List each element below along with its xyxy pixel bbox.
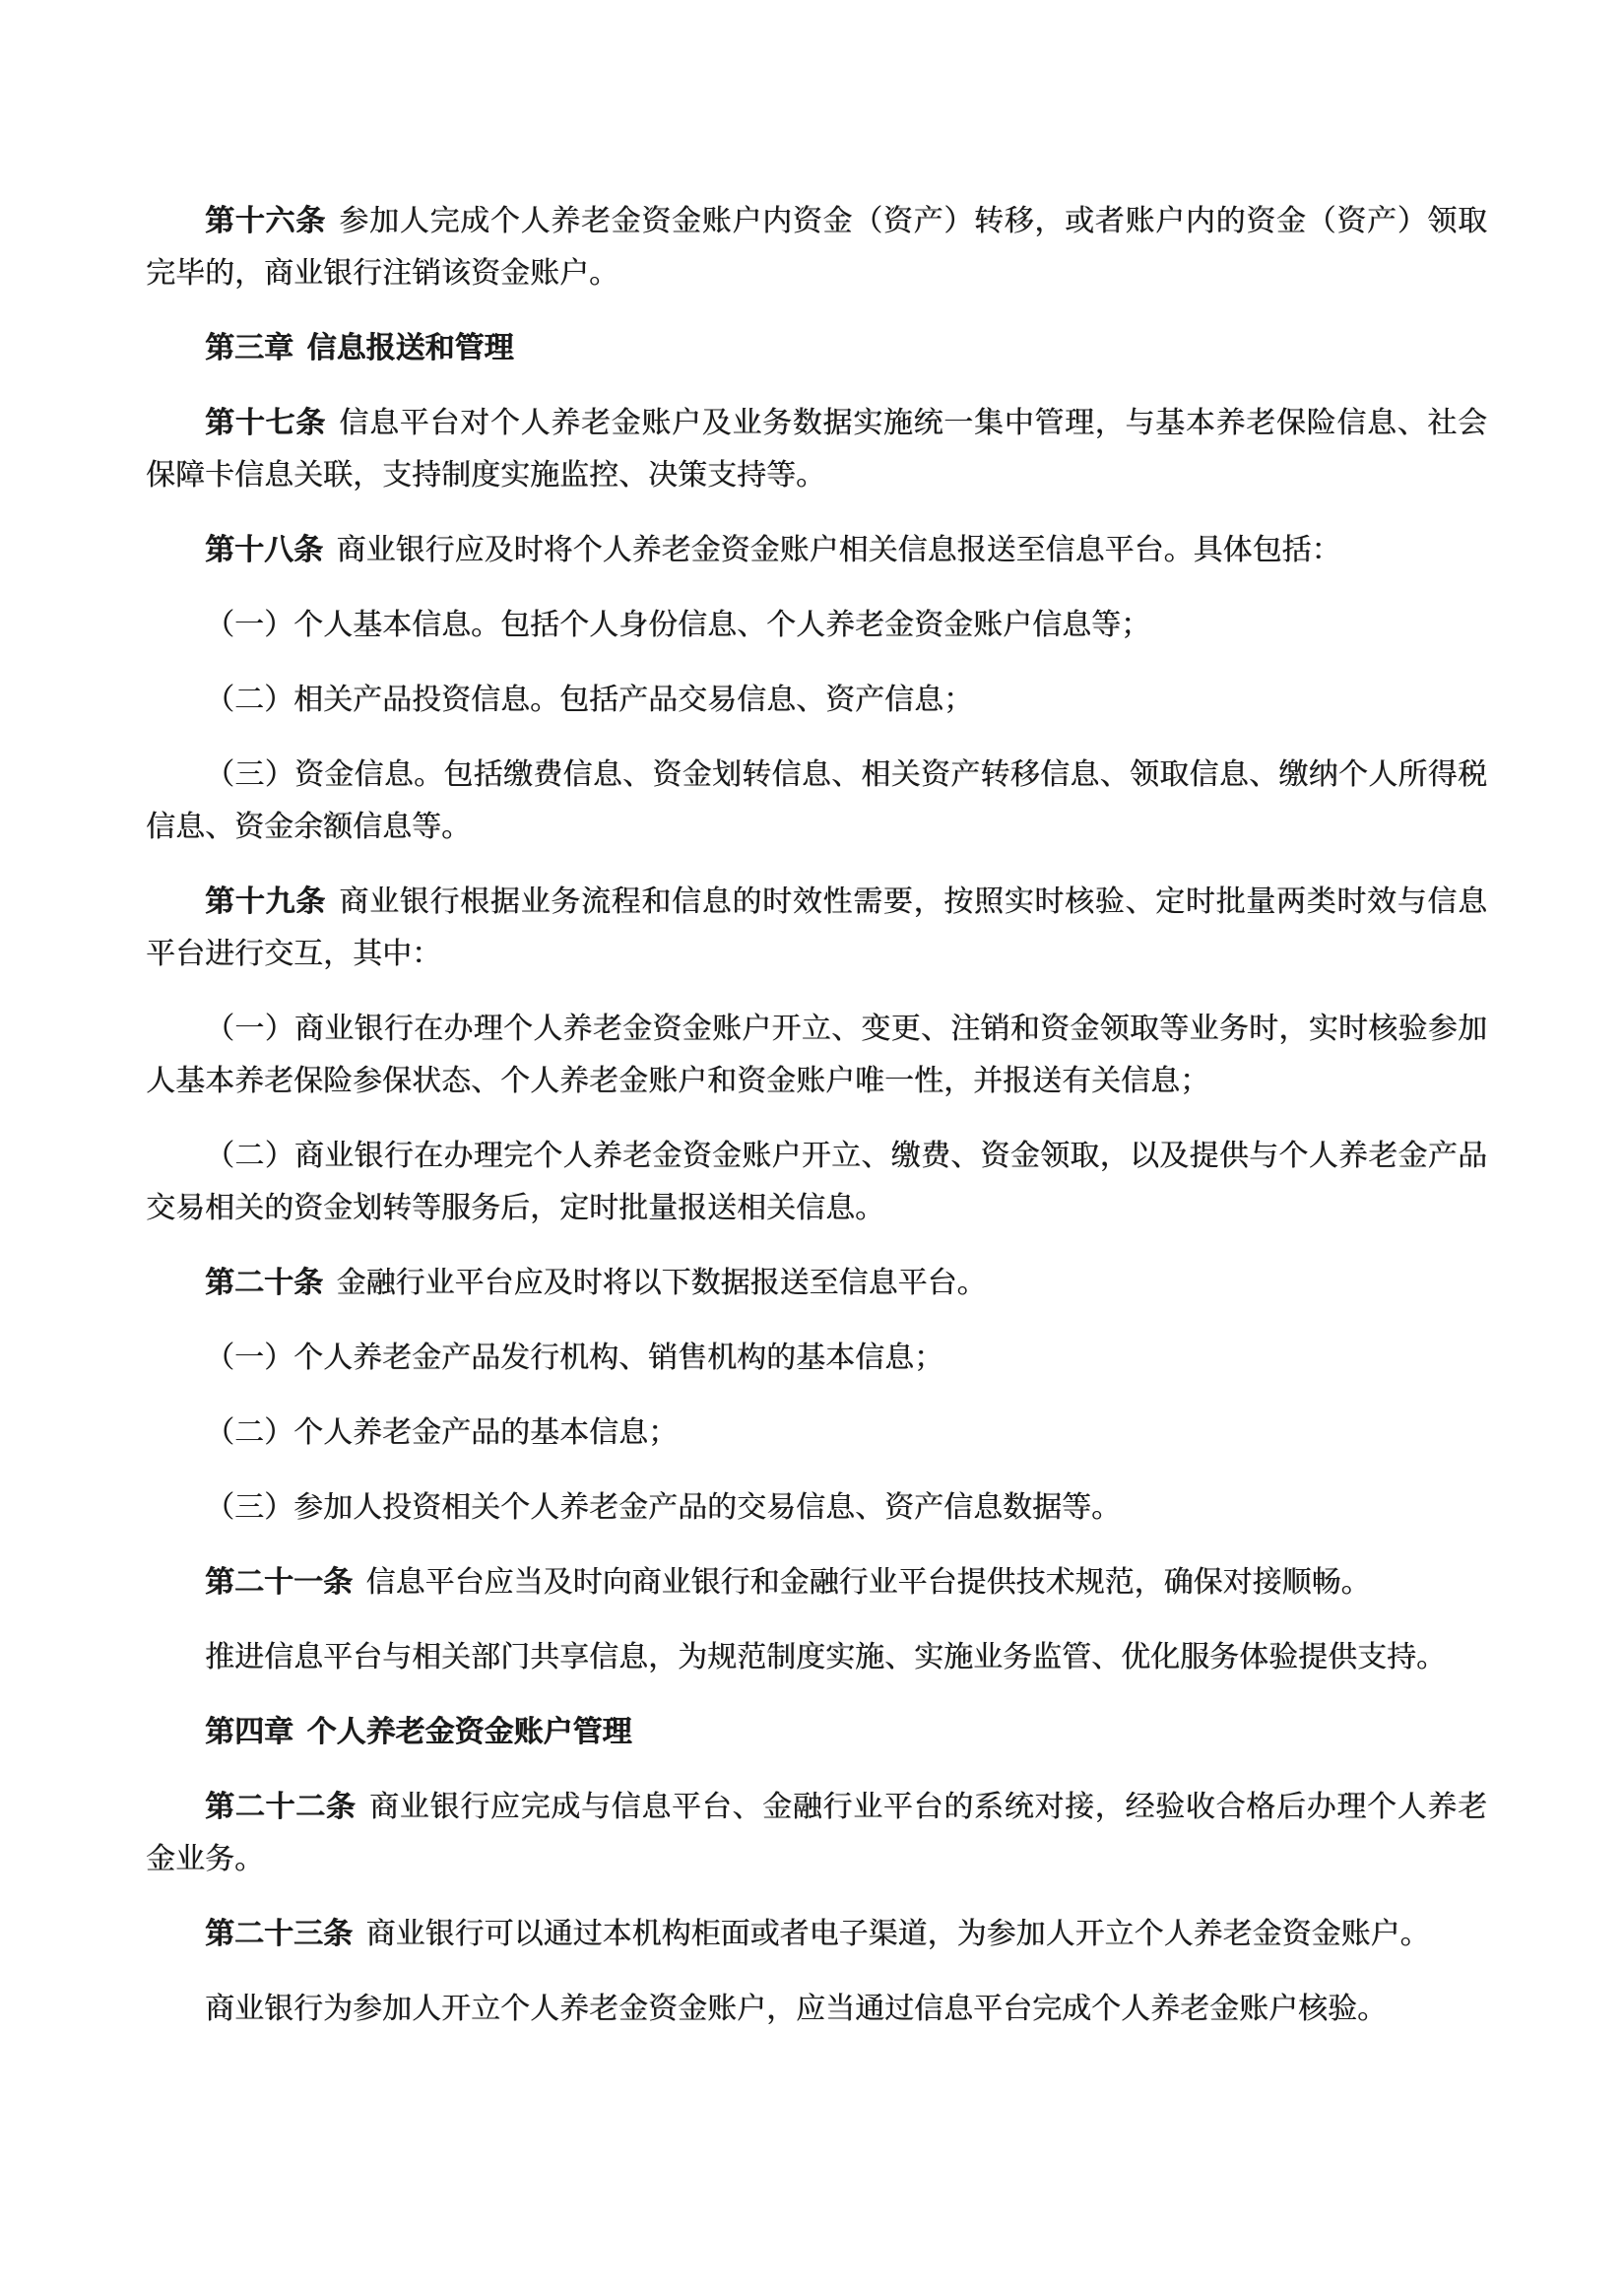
chapter-4-heading <box>146 1706 1487 1758</box>
article-21-text: 信息平台应当及时向商业银行和金融行业平台提供技术规范，确保对接顺畅。 <box>365 1565 1371 1600</box>
article-20-text: 金融行业平台应及时将以下数据报送至信息平台。 <box>336 1266 987 1300</box>
article-19-number: 第十九条 <box>205 885 326 919</box>
document-content <box>146 195 1487 2058</box>
article-19-paragraph <box>146 876 1487 980</box>
article-21-paragraph-2: 推进信息平台与相关部门共享信息，为规范制度实施、实施业务监管、优化服务体验提供支持。 <box>205 1640 1446 1674</box>
chapter-4-number: 第四章 <box>205 1715 293 1749</box>
article-17-number: 第十七条 <box>205 406 326 440</box>
chapter-3-title: 信息报送和管理 <box>306 331 514 365</box>
article-19-text: 商业银行根据业务流程和信息的时效性需要，按照实时核验、定时批量两类时效与信息平台进行交互，其中： <box>146 885 1487 971</box>
article-20-item-1: （一）个人养老金产品发行机构、销售机构的基本信息； <box>205 1341 943 1375</box>
article-16-paragraph <box>146 195 1487 299</box>
article-20-paragraph <box>146 1257 1487 1309</box>
article-23-number: 第二十三条 <box>205 1917 353 1951</box>
article-21-paragraph <box>146 1556 1487 1608</box>
article-19-item-1: （一）商业银行在办理个人养老金资金账户开立、变更、注销和资金领取等业务时，实时核验参加人基本养老保险参保状态、个人养老金账户和资金账户唯一性，并报送有关信息； <box>146 1012 1487 1098</box>
article-23-text: 商业银行可以通过本机构柜面或者电子渠道，为参加人开立个人养老金资金账户。 <box>365 1917 1430 1951</box>
article-23-paragraph <box>146 1908 1487 1960</box>
article-17-paragraph <box>146 397 1487 501</box>
article-20-number: 第二十条 <box>205 1266 323 1300</box>
article-19-item-2: （二）商业银行在办理完个人养老金资金账户开立、缴费、资金领取，以及提供与个人养老金产品交易相关的资金划转等服务后，定时批量报送相关信息。 <box>146 1139 1487 1225</box>
article-18-item-3: （三）资金信息。包括缴费信息、资金划转信息、相关资产转移信息、领取信息、缴纳个人所得税信息、资金余额信息等。 <box>146 757 1487 844</box>
chapter-4-title: 个人养老金资金账户管理 <box>306 1715 632 1749</box>
article-18-text: 商业银行应及时将个人养老金资金账户相关信息报送至信息平台。具体包括： <box>336 533 1341 567</box>
chapter-3-number: 第三章 <box>205 331 293 365</box>
article-21-number: 第二十一条 <box>205 1565 353 1600</box>
article-16-text: 参加人完成个人养老金资金账户内资金（资产）转移，或者账户内的资金（资产）领取完毕的，商业银行注销该资金账户。 <box>146 204 1487 291</box>
article-23-paragraph-2: 商业银行为参加人开立个人养老金资金账户，应当通过信息平台完成个人养老金账户核验。 <box>205 1992 1387 2026</box>
article-16-number: 第十六条 <box>205 204 326 238</box>
article-20-item-3: （三）参加人投资相关个人养老金产品的交易信息、资产信息数据等。 <box>205 1490 1121 1525</box>
chapter-3-heading <box>146 322 1487 374</box>
article-22-paragraph <box>146 1781 1487 1885</box>
article-18-paragraph <box>146 524 1487 576</box>
article-18-number: 第十八条 <box>205 533 323 567</box>
article-18-item-1: （一）个人基本信息。包括个人身份信息、个人养老金资金账户信息等； <box>205 608 1150 642</box>
article-22-number: 第二十二条 <box>205 1790 357 1824</box>
article-17-text: 信息平台对个人养老金账户及业务数据实施统一集中管理，与基本养老保险信息、社会保障卡信息关联，支持制度实施监控、决策支持等。 <box>146 406 1487 492</box>
article-18-item-2: （二）相关产品投资信息。包括产品交易信息、资产信息； <box>205 683 973 717</box>
article-22-text: 商业银行应完成与信息平台、金融行业平台的系统对接，经验收合格后办理个人养老金业务。 <box>146 1790 1488 1876</box>
article-20-item-2: （二）个人养老金产品的基本信息； <box>205 1415 678 1450</box>
